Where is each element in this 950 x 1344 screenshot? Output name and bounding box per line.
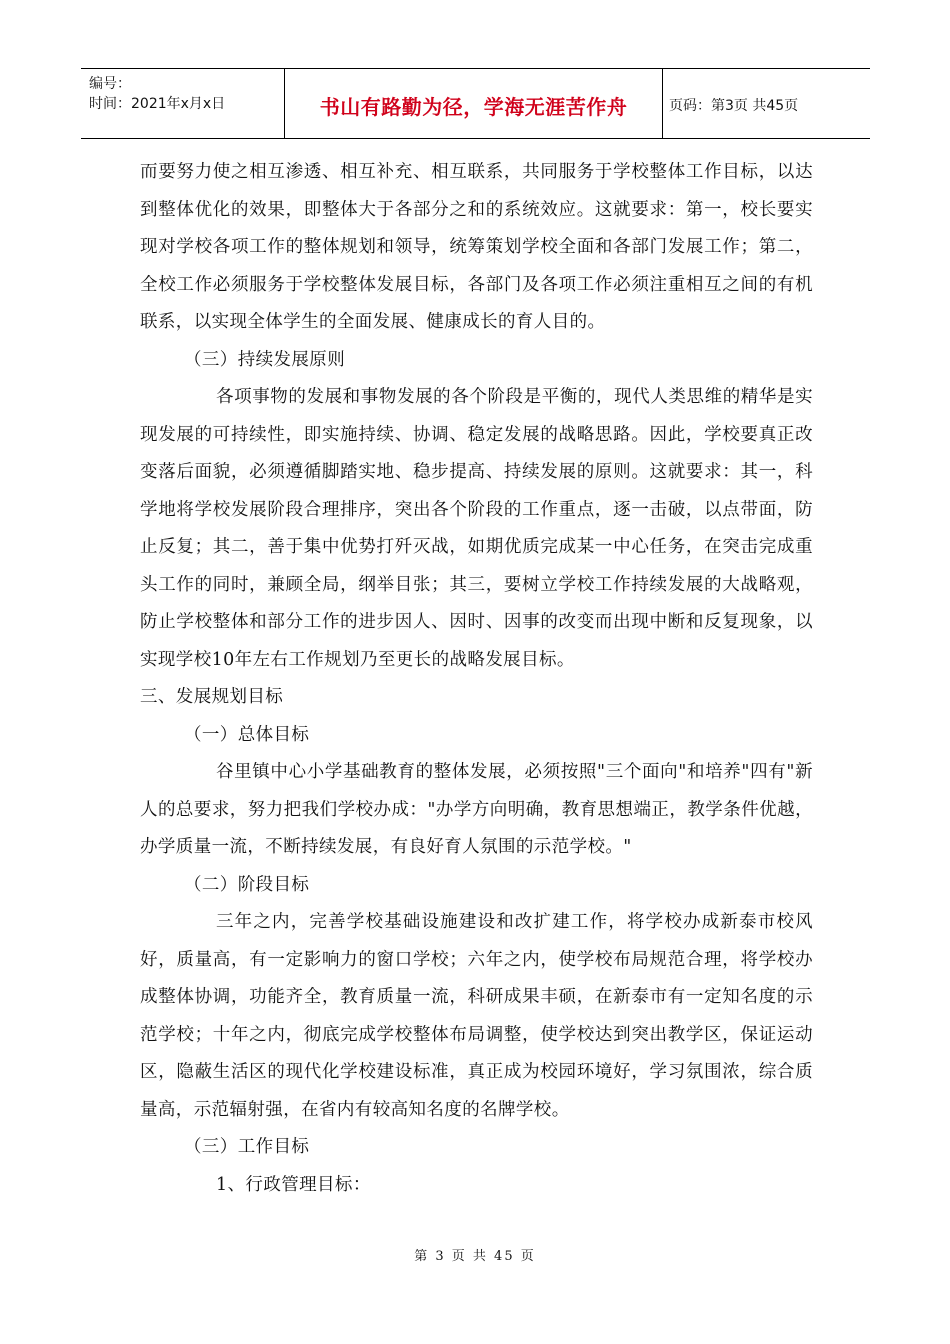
section-heading: （一）总体目标 [184,724,310,745]
paragraph: 而要努力使之相互渗透、相互补充、相互联系，共同服务于学校整体工作目标，以达到整体优化的效果，即整体大于各部分之和的系统效应。这就要求：第一，校长要实现对学校各项工作的整体规划和领导，统筹策划学校全面和各部门发展工作；第二，全校工作必须服务于学校整体发展目标，各部门及各项工作必须注重相互之间的有机联系，以实现全体学生的全面发展、健康成长的育人目的。 [140,162,813,332]
page-number-label: 页码：第3页 共45页 [669,98,799,114]
section-heading: （二）阶段目标 [184,874,310,895]
paragraph: 各项事物的发展和事物发展的各个阶段是平衡的，现代人类思维的精华是实现发展的可持续性，即实施持续、协调、稳定发展的战略思路。因此，学校要真正改变落后面貌，必须遵循脚踏实地、稳步提高、持续发展的原则。这就要求：其一，科学地将学校发展阶段合理排序，突出各个阶段的工作重点，逐一击破，以点带面，防止反复；其二，善于集中优势打歼灭战，如期优质完成某一中心任务，在突击完成重头工作的同时，兼顾全局，纲举目张；其三，要树立学校工作持续发展的大战略观，防止学校整体和部分工作的进步因人、因时、因事的改变而出现中断和反复现象，以实现学校10年左右工作规划乃至更长的战略发展目标。 [140,387,813,670]
document-body [140,154,813,1204]
header-meta [81,69,284,138]
section-heading: 1、行政管理目标： [216,1174,371,1195]
paragraph: 三年之内，完善学校基础设施建设和改扩建工作，将学校办成新泰市校风好，质量高，有一定影响力的窗口学校；六年之内，使学校布局规范合理，将学校办成整体协调，功能齐全，教育质量一流，科研成果丰硕，在新泰市有一定知名度的示范学校；十年之内，彻底完成学校整体布局调整，使学校达到突出教学区，保证运动区，隐蔽生活区的现代化学校建设标准，真正成为校园环境好，学习氛围浓，综合质量高，示范辐射强，在省内有较高知名度的名牌学校。 [140,912,813,1120]
header-motto-cell [284,69,663,138]
date-label: 时间：2021年x月x日 [89,96,226,112]
header-page-cell [663,69,870,138]
page-footer: 第 3 页 共 45 页 [414,1249,536,1264]
code-label: 编号： [89,76,131,92]
section-heading: （三）持续发展原则 [184,349,346,370]
section-heading: 三、发展规划目标 [140,687,284,707]
page-header [81,68,870,139]
motto: 书山有路勤为径，学海无涯苦作舟 [319,95,628,119]
section-heading: （三）工作目标 [184,1137,310,1157]
paragraph: 谷里镇中心小学基础教育的整体发展，必须按照"三个面向"和培养"四有"新人的总要求，努力把我们学校办成："办学方向明确，教育思想端正，教学条件优越，办学质量一流，不断持续发展，有良好育人氛围的示范学校。" [140,762,813,857]
